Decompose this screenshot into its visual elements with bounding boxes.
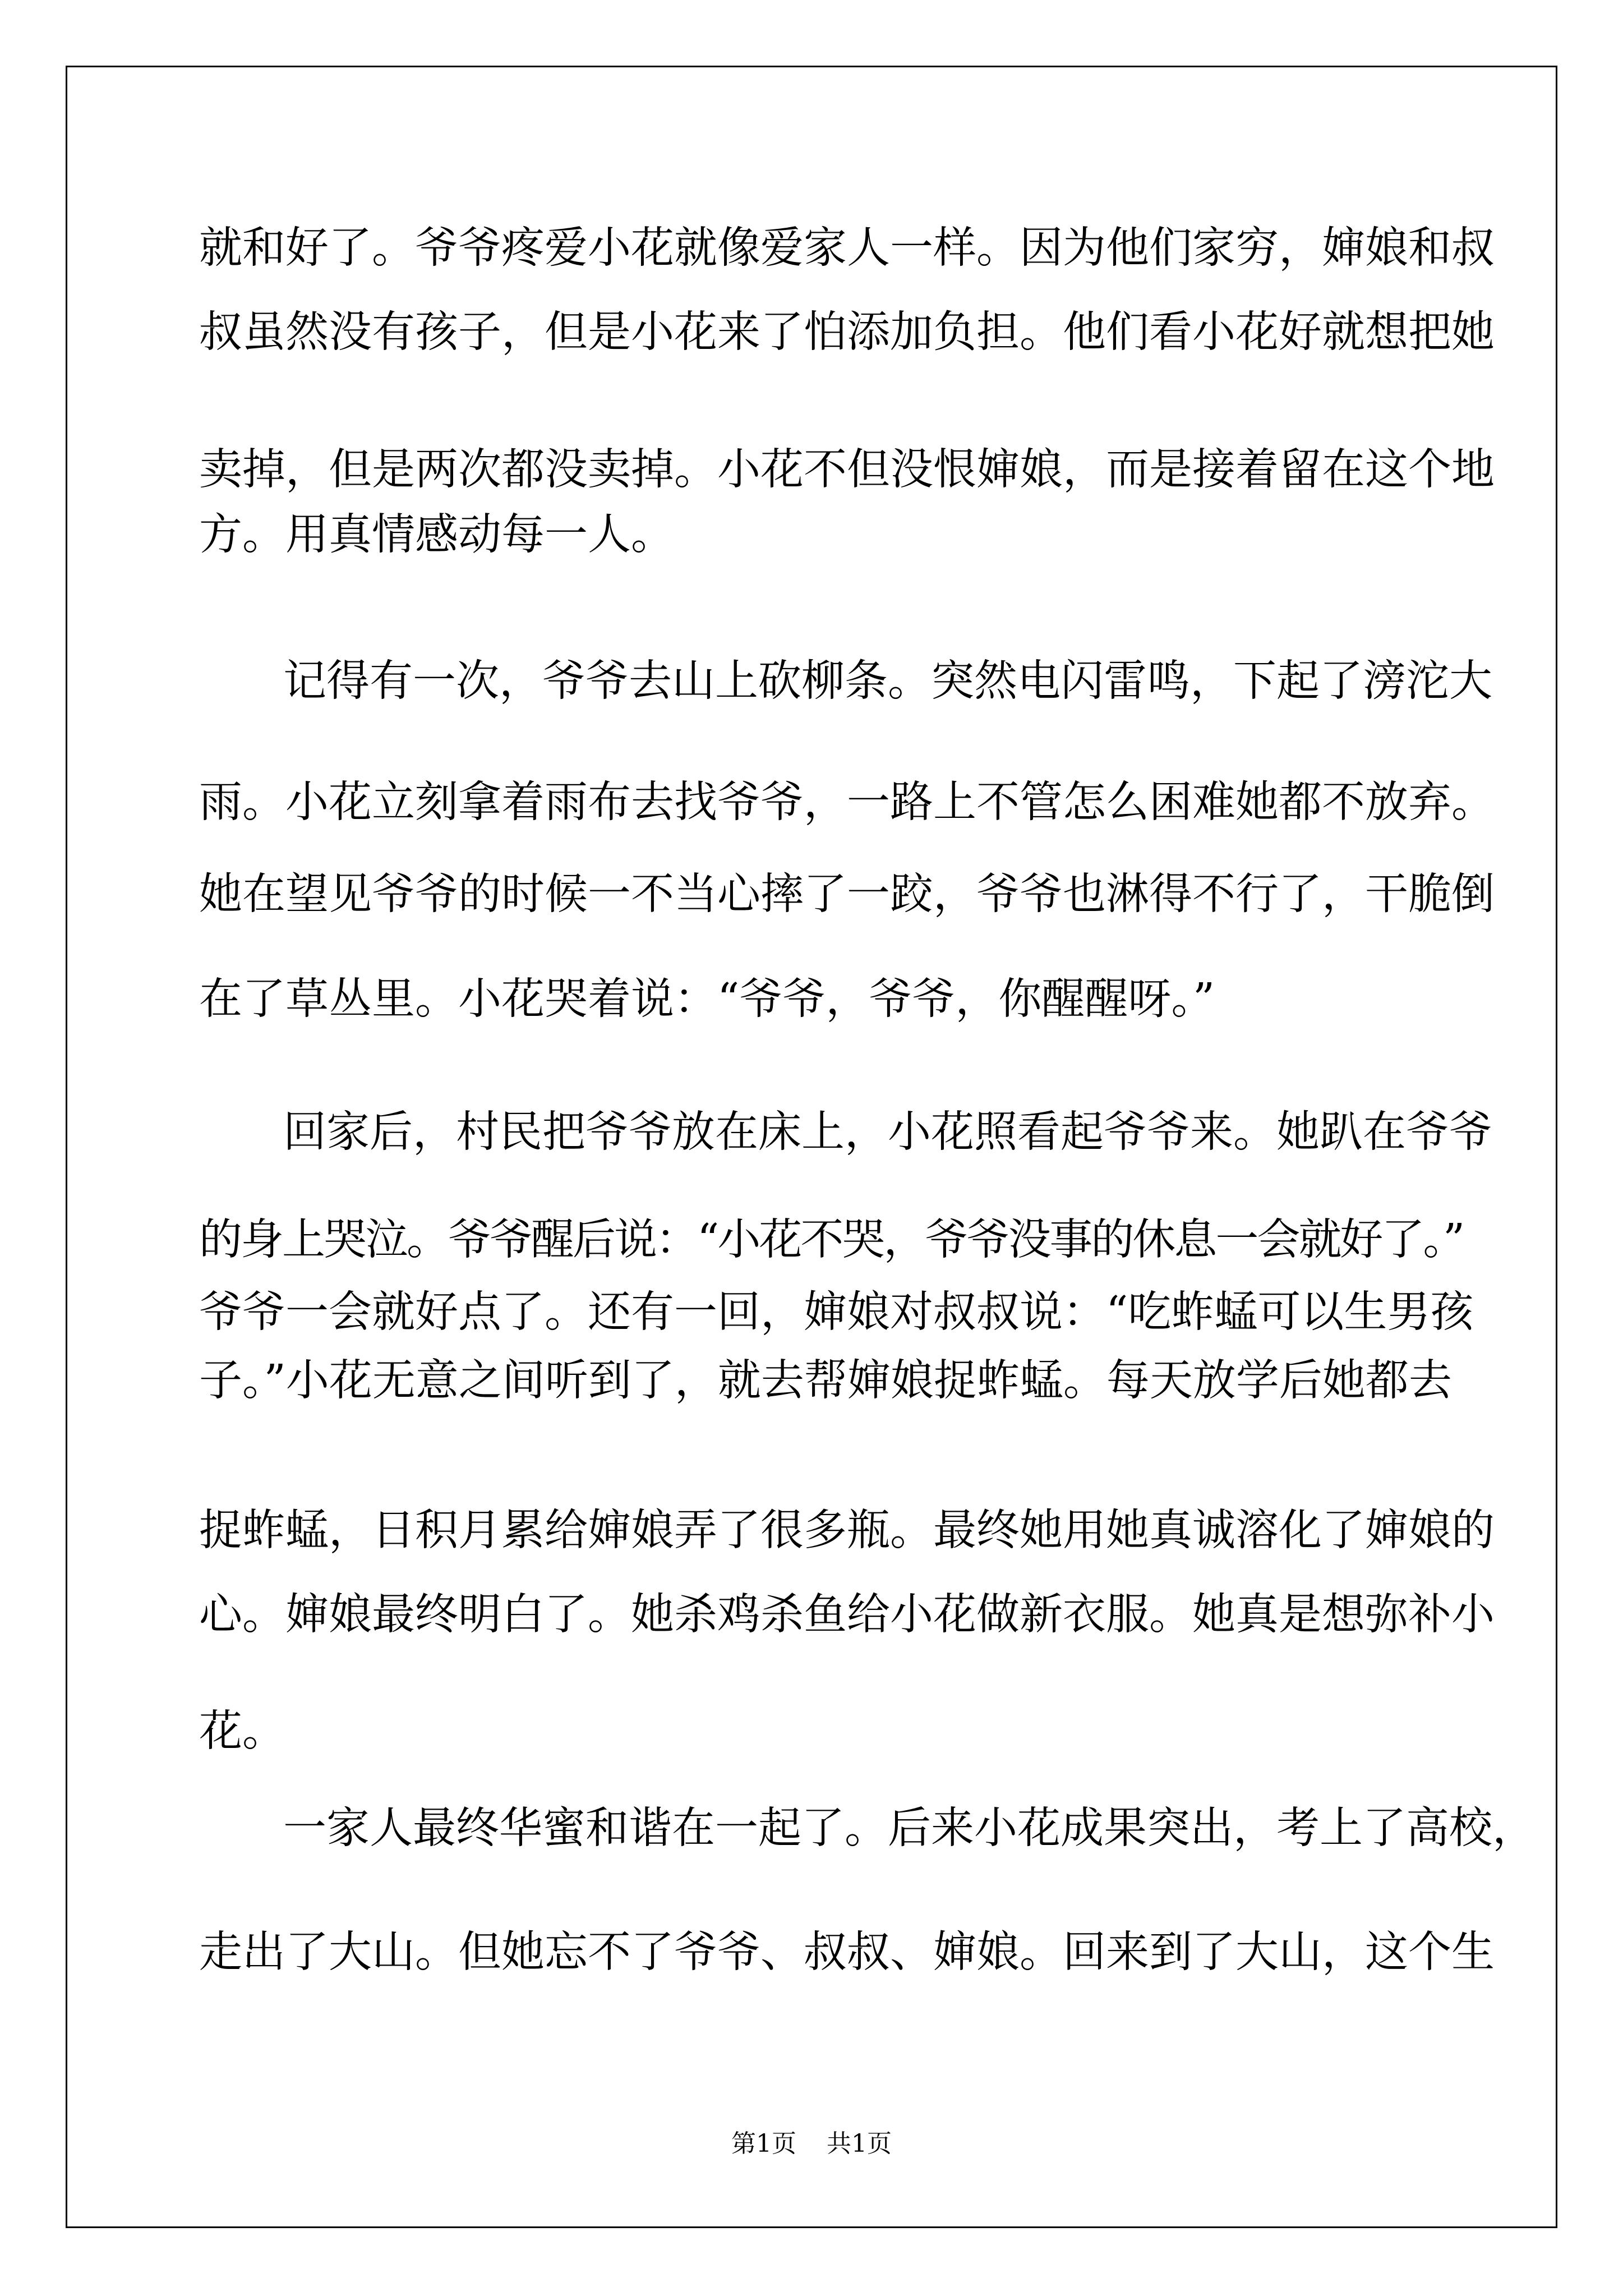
text-line-10: 的身上哭泣。爷爷醒后说：“小花不哭，爷爷没事的休息一会就好了。”	[199, 1215, 1464, 1265]
text-line-1: 就和好了。爷爷疼爱小花就像爱家人一样。因为他们家穷，婶娘和叔	[199, 223, 1495, 273]
text-line-5: 记得有一次，爷爷去山上砍柳条。突然电闪雷鸣，下起了滂沱大	[283, 656, 1492, 706]
text-line-2: 叔虽然没有孩子，但是小花来了怕添加负担。他们看小花好就想把她	[199, 307, 1495, 357]
page-number: 第1页	[731, 2129, 796, 2158]
text-line-11: 爷爷一会就好点了。还有一回，婶娘对叔叔说：“吃蚱蜢可以生男孩	[199, 1287, 1474, 1337]
text-line-3: 卖掉，但是两次都没卖掉。小花不但没恨婶娘，而是接着留在这个地	[199, 445, 1495, 495]
text-line-7: 她在望见爷爷的时候一不当心摔了一跤，爷爷也淋得不行了，干脆倒	[199, 869, 1495, 919]
text-line-8: 在了草丛里。小花哭着说：“爷爷，爷爷，你醒醒呀。”	[199, 974, 1215, 1024]
text-line-17: 走出了大山。但她忘不了爷爷、叔叔、婶娘。回来到了大山，这个生	[199, 1927, 1495, 1977]
text-line-4: 方。用真情感动每一人。	[199, 510, 674, 560]
page-footer	[0, 2129, 1623, 2158]
text-line-6: 雨。小花立刻拿着雨布去找爷爷，一路上不管怎么困难她都不放弃。	[199, 777, 1495, 827]
text-line-13: 捉蚱蜢，日积月累给婶娘弄了很多瓶。最终她用她真诚溶化了婶娘的	[199, 1506, 1495, 1556]
page-total: 共1页	[827, 2129, 892, 2158]
text-line-14: 心。婶娘最终明白了。她杀鸡杀鱼给小花做新衣服。她真是想弥补小	[199, 1590, 1495, 1640]
text-line-12: 子。”小花无意之间听到了，就去帮婶娘捉蚱蜢。每天放学后她都去	[199, 1356, 1452, 1406]
text-line-9: 回家后，村民把爷爷放在床上，小花照看起爷爷来。她趴在爷爷	[283, 1107, 1492, 1157]
text-line-16: 一家人最终华蜜和谐在一起了。后来小花成果突出，考上了高校，	[283, 1803, 1536, 1853]
text-line-15: 花。	[199, 1706, 285, 1756]
